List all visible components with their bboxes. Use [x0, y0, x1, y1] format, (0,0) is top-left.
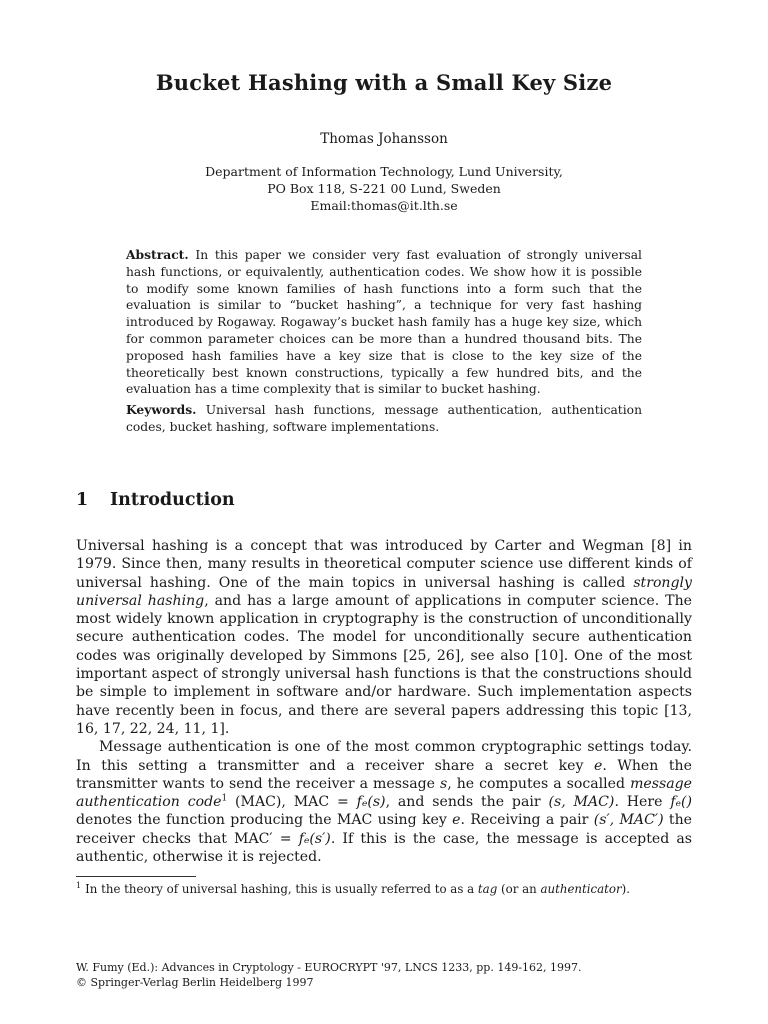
citation-line: W. Fumy (Ed.): Advances in Cryptology - EUROCRYPT '97, LNCS 1233, pp. 149-162, 1997. — [76, 961, 582, 974]
footnote-text-2: (or an — [497, 882, 541, 896]
paragraph-1-emphasis: strongly universal hashing — [76, 574, 692, 609]
p2-var-e: e — [594, 757, 603, 774]
p2-text-6: . Here — [614, 794, 671, 811]
p2-text-9: the receiver checks that MAC′ = — [76, 812, 693, 847]
p2-var-s: s — [440, 775, 448, 792]
p2-var-e-2: e — [452, 812, 461, 829]
affiliation-line-2: PO Box 118, S-221 00 Lund, Sweden — [267, 181, 501, 196]
keywords-text: Universal hash functions, message authentication, authentication codes, bucket hashing, software implementations. — [126, 403, 642, 434]
section-title: Introduction — [110, 490, 235, 510]
body-text — [76, 537, 692, 866]
author-name: Thomas Johansson — [320, 131, 448, 147]
paragraph-1-text-a: Universal hashing is a concept that was introduced by Carter and Wegman [8] in 1979. Since then, many results in theoretical computer science use different kinds of universal hashing. One of the main topics in universal hashing is called — [76, 538, 692, 591]
p2-text-7: denotes the function producing the MAC using key — [76, 812, 453, 829]
p2-text-8: . Receiving a pair — [460, 812, 594, 829]
page-footer — [76, 960, 692, 990]
p2-formula-2: fₑ(s′) — [298, 830, 331, 847]
abstract-paragraph — [126, 247, 642, 398]
p2-text-5: , and sends the pair — [385, 794, 549, 811]
keywords-paragraph — [126, 402, 642, 436]
footnote-authenticator: authenticator — [540, 882, 622, 896]
affiliation — [0, 163, 768, 214]
footnote-marker[interactable]: 1 — [221, 793, 228, 804]
author-email: Email:thomas@it.lth.se — [310, 198, 458, 213]
paragraph-1 — [76, 537, 692, 738]
footnote-divider — [76, 876, 196, 877]
paragraph-2 — [76, 738, 692, 866]
footnote — [76, 881, 692, 897]
p2-pair-2: (s′, MAC′) — [593, 812, 664, 829]
keywords-label: Keywords. — [126, 402, 197, 418]
p2-function: fₑ() — [670, 794, 693, 811]
p2-formula-1: fₑ(s) — [356, 794, 386, 811]
p2-pair: (s, MAC) — [548, 794, 615, 811]
footnote-text-1: In the theory of universal hashing, this is usually referred to as a — [85, 882, 478, 896]
abstract-text: In this paper we consider very fast evaluation of strongly universal hash functions, or equivalently, authentication codes. We show how it is possible to modify some known families of hash functions into a form such that the evaluation is similar to “bucket hashing”, a technique for very fast hashing introduced by Rogaway. Rogaway’s bucket hash family has a huge key size, which for common parameter choices can be more than a hundred thousand bits. The proposed hash families have a key size that is close to the key size of the theoretically best known constructions, typically a few hundred bits, and the evaluation has a time complexity that is similar to bucket hashing. — [126, 248, 642, 397]
abstract-label: Abstract. — [126, 247, 189, 262]
p2-text-2: . When the transmitter wants to send the receiver a message — [76, 757, 692, 792]
footnote-tag: tag — [477, 882, 498, 896]
footnote-text-3: ). — [621, 882, 631, 896]
p2-text-10: . If this is the case, the message is accepted as authentic, otherwise it is rejected. — [76, 830, 692, 866]
footnote-number: 1 — [76, 881, 82, 891]
affiliation-line-1: Department of Information Technology, Lund University, — [205, 164, 563, 179]
paper-title: Bucket Hashing with a Small Key Size — [155, 70, 613, 95]
paragraph-1-text-b: , and has a large amount of applications in computer science. The most widely known application in cryptography is the construction of unconditionally secure authentication codes. The model for unconditionally secure authentication codes was originally developed by Simmons [25, 26], see also [10]. One of the most important aspect of strongly universal hash functions is that the constructions should be simple to implement in software and/or hardware. Such implementation aspects have recently been in focus, and there are several papers addressing this topic [13, 16, 17, 22, 24, 11, 1]. — [76, 592, 692, 737]
p2-text-3: , he computes a socalled — [447, 775, 631, 792]
abstract-block — [126, 247, 642, 440]
copyright-line: © Springer-Verlag Berlin Heidelberg 1997 — [76, 976, 314, 989]
p2-text-4: (MAC), MAC = — [227, 794, 357, 811]
p2-text-1: Message authentication is one of the most common cryptographic settings today. In this setting a transmitter and a receiver share a secret key — [76, 739, 692, 774]
section-heading — [76, 490, 235, 510]
section-number: 1 — [76, 490, 89, 510]
p2-emphasis-mac: message authentication code — [76, 775, 692, 811]
